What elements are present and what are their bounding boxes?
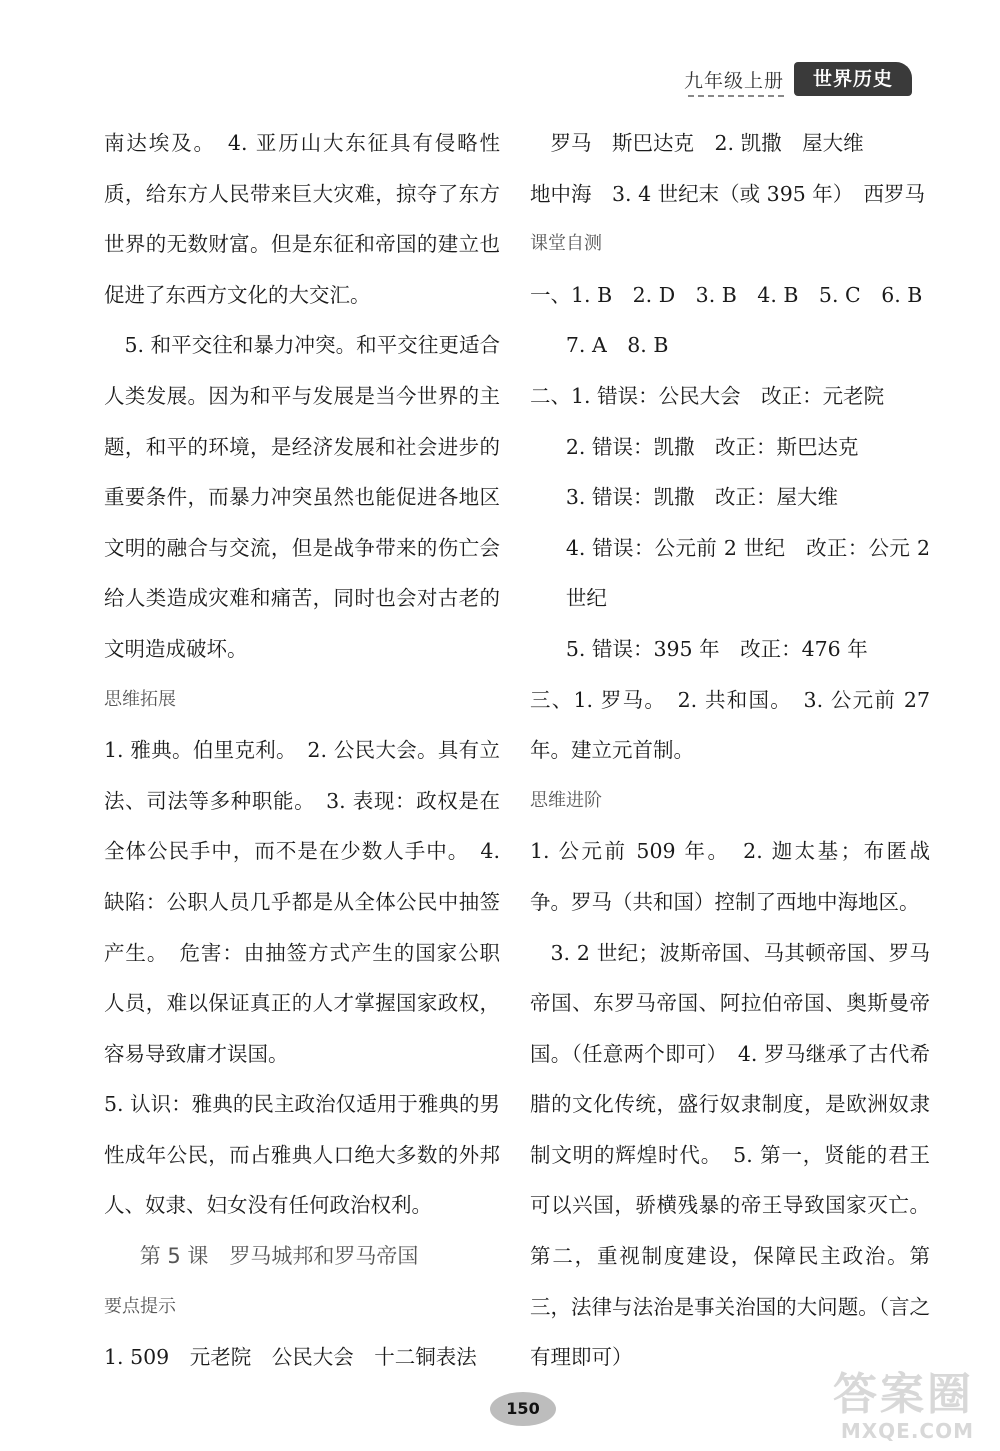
- watermark-text: 答案圈: [833, 1369, 974, 1420]
- section-heading-class-test: 课堂自测: [530, 233, 602, 255]
- lesson-title: 第 5 课 罗马城邦和罗马帝国: [139, 1244, 419, 1269]
- page-number: 150: [490, 1392, 556, 1426]
- answers-part-one-cont: 7. A 8. B: [565, 333, 669, 358]
- answers-part-one: 一、1. B 2. D 3. B 4. B 5. C 6. B: [530, 282, 923, 307]
- subject-badge: 世界历史: [794, 62, 912, 96]
- left-paragraph-1: 南达埃及。 4. 亚历山大东征具有侵略性质，给东方人民带来巨大灾难，掠夺了东方世界的无数财富。但是东征和帝国的建立也促进了东西方文化的大交汇。: [104, 131, 500, 307]
- left-paragraph-5: 1. 509 元老院 公民大会 十二铜表法: [104, 1345, 477, 1370]
- correction-5: 5. 错误：395 年 改正：476 年: [565, 636, 868, 661]
- right-line-2: 地中海 3. 4 世纪末（或 395 年） 西罗马: [530, 181, 926, 206]
- right-column: [530, 118, 930, 1383]
- correction-3: 3. 错误：凯撒 改正：屋大维: [565, 485, 838, 510]
- header-dashed-rule: [688, 95, 784, 97]
- left-paragraph-4: 5. 认识：雅典的民主政治仅适用于雅典的男性成年公民，而占雅典人口绝大多数的外邦人、奴隶、妇女没有任何政治权利。: [104, 1092, 500, 1218]
- watermark-url: MXQE.COM: [840, 1419, 974, 1443]
- answers-part-three: 三、1. 罗马。 2. 共和国。 3. 公元前 27 年。建立元首制。: [530, 687, 930, 763]
- correction-2: 2. 错误：凯撒 改正：斯巴达克: [565, 434, 859, 459]
- right-paragraph-3: 1. 公元前 509 年。 2. 迦太基；布匿战争。罗马（共和国）控制了西地中海地区。: [530, 839, 930, 914]
- right-paragraph-4: 3. 2 世纪；波斯帝国、马其顿帝国、罗马帝国、东罗马帝国、阿拉伯帝国、奥斯曼帝国。（任意两个即可） 4. 罗马继承了古代希腊的文化传统，盛行奴隶制度，是欧洲奴隶制文明的辉煌时代。 5. 第一，贤能的君王可以兴国，骄横残暴的帝王导致国家灭亡。第二，重视制度建设，保障民主政治。第三，法律与法治是事关治国的大问题。（言之有理即可）: [530, 940, 930, 1370]
- left-column: [104, 118, 500, 1383]
- correction-1: 二、1. 错误：公民大会 改正：元老院: [530, 383, 885, 408]
- left-paragraph-2: 5. 和平交往和暴力冲突。和平交往更适合人类发展。因为和平与发展是当今世界的主题，和平的环境，是经济发展和社会进步的重要条件，而暴力冲突虽然也能促进各地区文明的融合与交流，但是战争带来的伤亡会给人类造成灾难和痛苦，同时也会对古老的文明造成破坏。: [104, 333, 500, 661]
- left-paragraph-3: 1. 雅典。伯里克利。 2. 公民大会。具有立法、司法等多种职能。 3. 表现：政权是在全体公民手中，而不是在少数人手中。 4. 缺陷：公职人员几乎都是从全体公民中抽签产生。 危害：由抽签方式产生的国家公职人员，难以保证真正的人才掌握国家政权，容易导致庸才误国。: [104, 738, 500, 1066]
- correction-4: 4. 错误：公元前 2 世纪 改正：公元 2 世纪: [565, 535, 930, 611]
- section-heading-advanced-thinking: 思维进阶: [530, 789, 602, 811]
- section-heading-key-points: 要点提示: [104, 1295, 176, 1317]
- page-header: [612, 62, 912, 102]
- watermark-logo: [833, 1371, 974, 1443]
- grade-label: 九年级上册: [683, 70, 784, 92]
- section-heading-thinking-expansion: 思维拓展: [104, 688, 176, 710]
- right-line-1: 罗马 斯巴达克 2. 凯撒 屋大维: [550, 131, 864, 155]
